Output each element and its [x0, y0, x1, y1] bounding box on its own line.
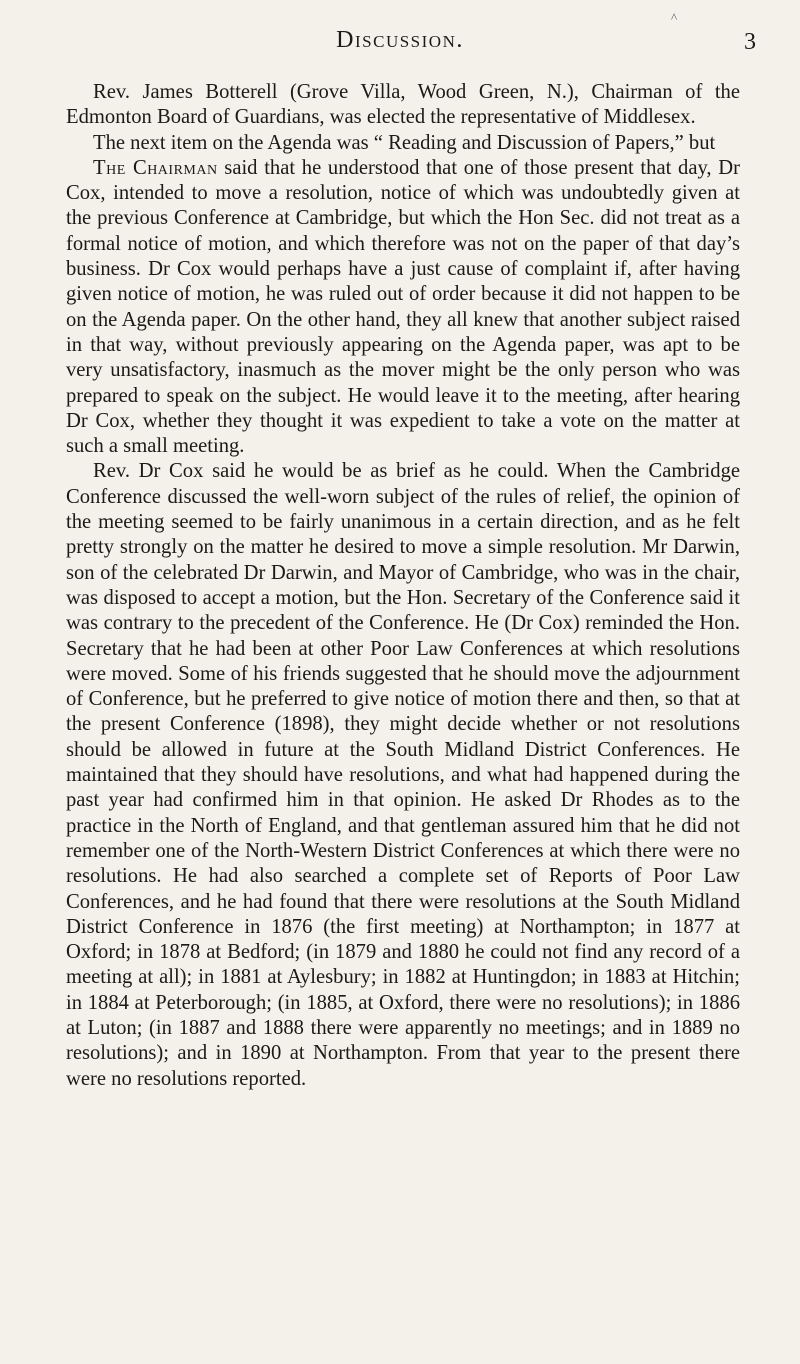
- running-title: Discussion.: [336, 27, 464, 53]
- paragraph-text: Rev. Dr Cox said he would be as brief as he could. When the Cambridge Conference discussed the well-worn subject of the rules of relief, the opinion of the meeting seemed to be fairly unanimous in a certain direction, and as he felt pretty strongly on the matter he desired to move a simple resolution. Mr Darwin, son of the celebrated Dr Darwin, and Mayor of Cambridge, who was in the chair, was disposed to accept a motion, but the Hon. Secretary of the Conference said it was contrary to the precedent of the Conference. He (Dr Cox) reminded the Hon. Secretary that he had been at other Poor Law Conferences at which resolutions were moved. Some of his friends suggested that he should move the adjournment of Conference, but he preferred to give notice of motion there and then, so that at the present Conference (1898), they might decide whether or not resolutions should be allowed in future at the South Midland District Conferences. He maintained that they should have resolutions, and what had happened during the past year had confirmed him in that opinion. He asked Dr Rhodes as to the practice in the North of England, and that gentleman assured him that he did not remember one of the North-Western District Conferences at which there were no resolutions. He had also searched a complete set of Reports of Poor Law Conferences, and he had found that there were resolutions at the South Midland District Conference in 1876 (the first meeting) at Northampton; in 1877 at Oxford; in 1878 at Bedford; (in 1879 and 1880 he could not find any record of a meeting at all); in 1881 at Aylesbury; in 1882 at Huntingdon; in 1883 at Hitchin; in 1884 at Peterborough; (in 1885, at Oxford, there were no resolutions); in 1886 at Luton; (in 1887 and 1888 there were apparently no meetings; and in 1889 no resolutions); and in 1890 at Northampton. From that year to the present there were no resolutions reported.: [66, 460, 740, 1090]
- paragraph-election: [66, 80, 740, 131]
- body-text: [66, 80, 740, 1092]
- margin-mark: ^: [671, 10, 678, 25]
- paragraph-agenda: [66, 131, 740, 156]
- page-number: 3: [744, 29, 756, 55]
- paragraph-dr-cox: [66, 459, 740, 1091]
- paragraph-text: The next item on the Agenda was “ Reading and Discussion of Papers,” but: [93, 131, 716, 154]
- paragraph-text: Rev. James Botterell (Grove Villa, Wood Green, N.), Chairman of the Edmonton Board of Guardians, was elected the representative of Middlesex.: [66, 81, 740, 129]
- page-header: [0, 20, 800, 60]
- paragraph-text: said that he understood that one of those present that day, Dr Cox, intended to move a resolution, notice of which was undoubtedly given at the previous Conference at Cambridge, but which the Hon Sec. did not treat as a formal notice of motion, and which therefore was not on the paper of that day’s business. Dr Cox would perhaps have a just cause of complaint if, after having given notice of motion, he was ruled out of order because it did not happen to be on the Agenda paper. On the other hand, they all knew that another subject raised in that way, without previously appearing on the Agenda paper, was apt to be very unsatisfactory, inasmuch as the mover might be the only person who was prepared to speak on the subject. He would leave it to the meeting, after hearing Dr Cox, whether they thought it was expedient to take a vote on the matter at such a small meeting.: [66, 156, 741, 458]
- paragraph-chairman: [66, 156, 740, 460]
- speaker-name: The Chairman: [93, 156, 218, 179]
